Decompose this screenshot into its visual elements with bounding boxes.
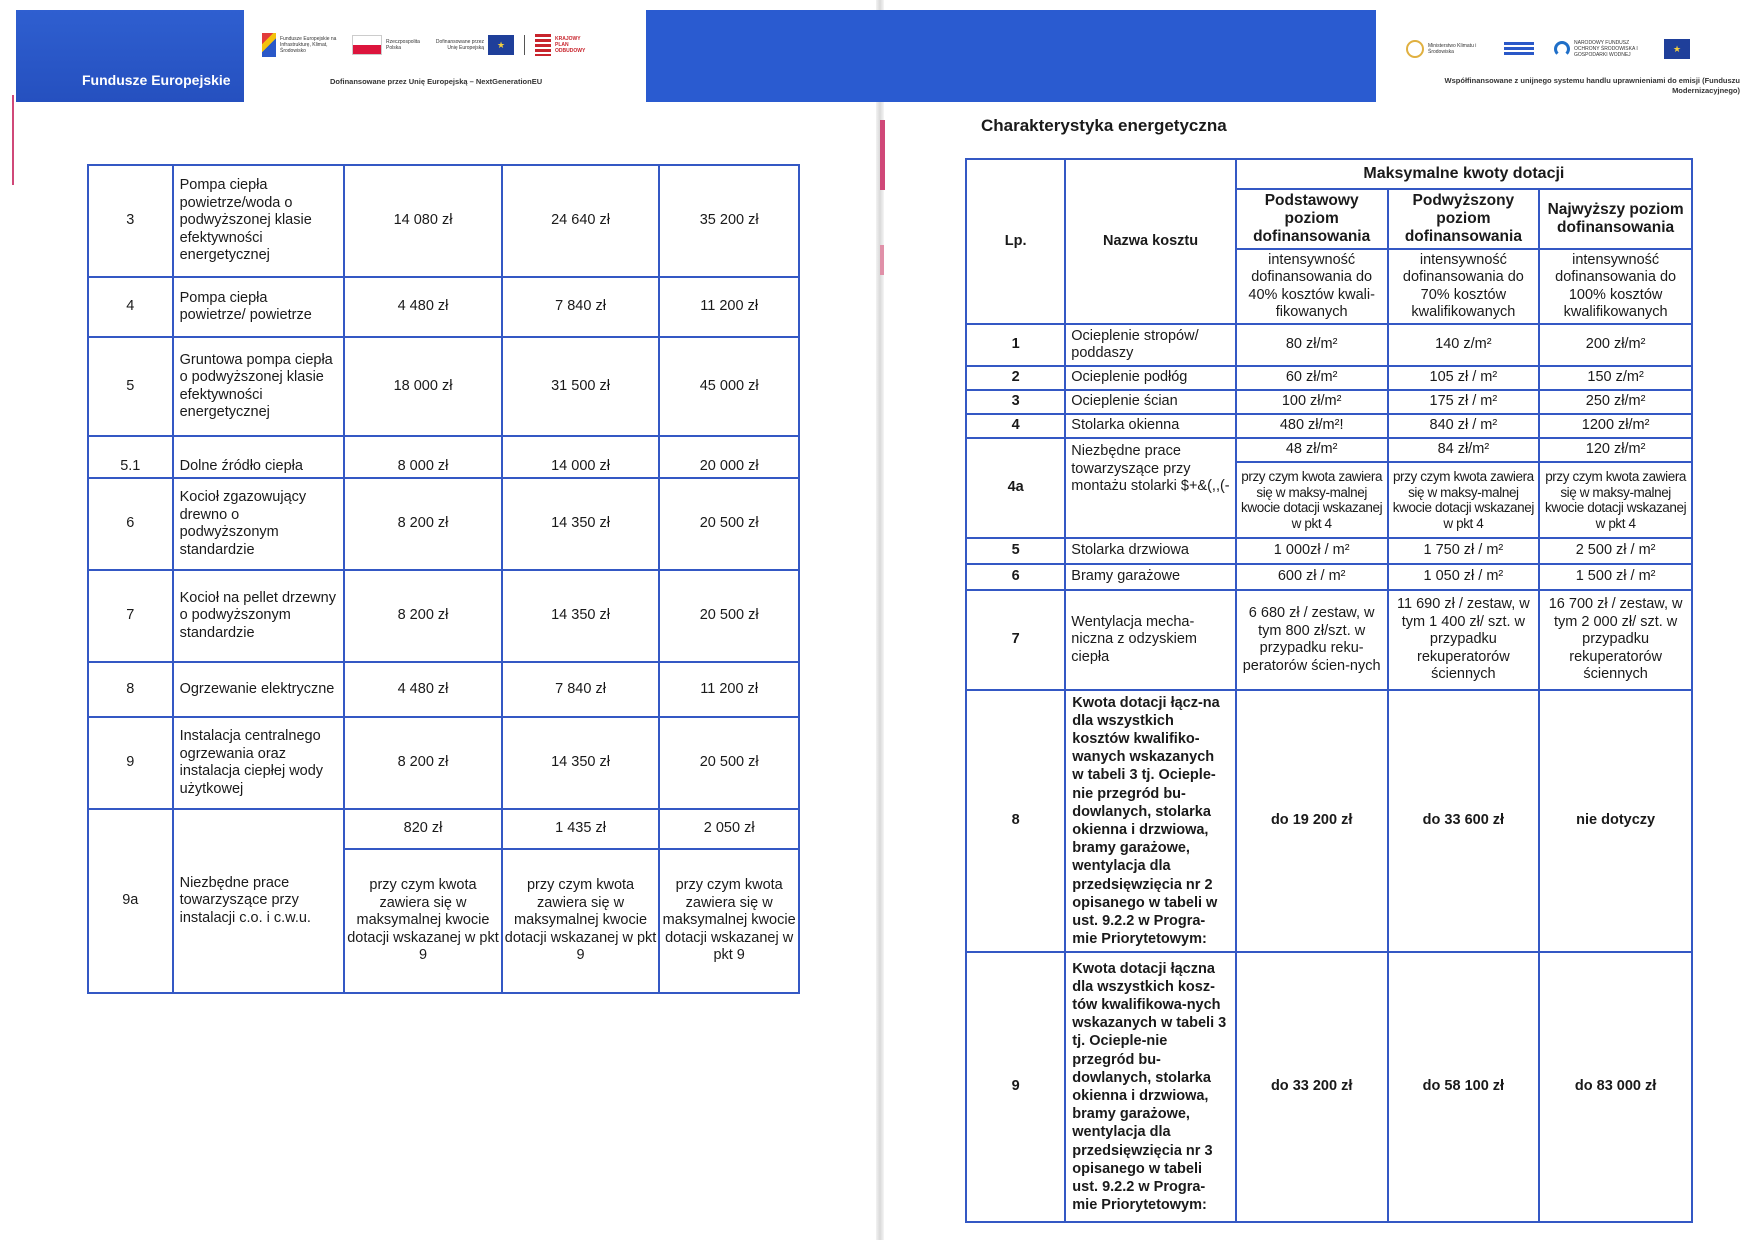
basic-note: przy czym kwota zawiera się w maksymalnej kwocie dotacji wskazanej w pkt 9	[344, 849, 502, 993]
table-row	[966, 324, 1692, 366]
raised-intensity: intensywność dofinansowania do 70% kosztów kwalifikowanych	[1388, 249, 1540, 324]
cost-name: Gruntowa pompa ciepła o podwyższonej klasie efektywności energetycznej	[173, 337, 345, 436]
raised-amount: do 33 600 zł	[1388, 690, 1540, 952]
basic-amount: 6 680 zł / zestaw, w tym 800 zł/szt. w przypadku reku-peratorów ścien-nych	[1236, 590, 1388, 690]
row-number: 3	[966, 390, 1065, 414]
row-number: 6	[966, 564, 1065, 590]
lp-header: Lp.	[966, 159, 1065, 324]
basic-intensity: intensywność dofinansowania do 40% kosztów kwali-fikowanych	[1236, 249, 1388, 324]
raised-note: przy czym kwota zawiera się w maksy-malnej kwocie dotacji wskazanej w pkt 4	[1388, 462, 1540, 538]
raised-amount: 14 350 zł	[502, 717, 660, 809]
row-number: 5.1	[88, 436, 173, 478]
row-number: 7	[88, 570, 173, 662]
table-row	[88, 662, 799, 717]
highest-amount: 11 200 zł	[659, 662, 799, 717]
table-row	[966, 564, 1692, 590]
highest-amount: 20 500 zł	[659, 570, 799, 662]
basic-amount: 100 zł/m²	[1236, 390, 1388, 414]
highest-amount: 2 050 zł	[659, 809, 799, 849]
cost-name: Bramy garażowe	[1065, 564, 1236, 590]
row-number: 4	[88, 277, 173, 337]
spine-mark	[880, 120, 885, 190]
highest-note: przy czym kwota zawiera się w maksymalnej kwocie dotacji wskazanej w pkt 9	[659, 849, 799, 993]
cost-name: Ocieplenie stropów/ poddaszy	[1065, 324, 1236, 366]
raised-amount: 140 z/m²	[1388, 324, 1540, 366]
raised-amount: 84 zł/m²	[1388, 438, 1540, 462]
kpo-logo-icon	[535, 34, 551, 56]
highest-amount: 1 500 zł / m²	[1539, 564, 1692, 590]
row-number: 1	[966, 324, 1065, 366]
raised-amount: 840 zł / m²	[1388, 414, 1540, 438]
raised-amount: 1 750 zł / m²	[1388, 538, 1540, 564]
cost-name: Ocieplenie ścian	[1065, 390, 1236, 414]
row-number: 3	[88, 165, 173, 277]
eu-flag-icon: ★	[488, 35, 514, 55]
highest-amount: 45 000 zł	[659, 337, 799, 436]
basic-amount: 80 zł/m²	[1236, 324, 1388, 366]
raised-amount: 1 435 zł	[502, 809, 660, 849]
cost-name: Stolarka drzwiowa	[1065, 538, 1236, 564]
row-number: 5	[966, 538, 1065, 564]
table-row	[966, 366, 1692, 390]
basic-amount: 600 zł / m²	[1236, 564, 1388, 590]
basic-amount: 8 200 zł	[344, 717, 502, 809]
basic-amount: 8 000 zł	[344, 436, 502, 478]
basic-amount: 8 200 zł	[344, 478, 502, 570]
raised-amount: 1 050 zł / m²	[1388, 564, 1540, 590]
highest-amount: 11 200 zł	[659, 277, 799, 337]
table-row	[966, 438, 1692, 462]
basic-amount: 4 480 zł	[344, 277, 502, 337]
basic-amount: 60 zł/m²	[1236, 366, 1388, 390]
table-row	[88, 570, 799, 662]
basic-note: przy czym kwota zawiera się w maksy-malnej kwocie dotacji wskazanej w pkt 4	[1236, 462, 1388, 538]
raised-amount: 7 840 zł	[502, 277, 660, 337]
raised-amount: 105 zł / m²	[1388, 366, 1540, 390]
nfos-logo-icon	[1554, 41, 1570, 57]
row-number: 8	[966, 690, 1065, 952]
heating-subsidy-table	[87, 164, 800, 994]
header-band-center	[646, 10, 1376, 102]
cost-name: Ocieplenie podłóg	[1065, 366, 1236, 390]
highest-level-header: Najwyższy poziom dofinansowania	[1539, 189, 1692, 249]
table-row	[88, 436, 799, 478]
highest-amount: 250 zł/m²	[1539, 390, 1692, 414]
row-number: 5	[88, 337, 173, 436]
right-logos	[1406, 36, 1736, 62]
raised-level-header: Podwyższony poziom dofinansowania	[1388, 189, 1540, 249]
funding-logos	[262, 30, 622, 60]
energy-subsidy-table	[965, 158, 1693, 1223]
ministry-logo-icon	[1406, 40, 1424, 58]
table-row	[966, 390, 1692, 414]
polish-flag-icon	[352, 35, 382, 55]
basic-level-header: Podstawowy poziom dofinansowania	[1236, 189, 1388, 249]
raised-amount: 14 000 zł	[502, 436, 660, 478]
raised-amount: 11 690 zł / zestaw, w tym 1 400 zł/ szt. w przypadku rekuperatorów ściennych	[1388, 590, 1540, 690]
eu-flag-icon: ★	[1664, 39, 1690, 59]
raised-amount: 175 zł / m²	[1388, 390, 1540, 414]
raised-amount: 14 350 zł	[502, 570, 660, 662]
basic-amount: 8 200 zł	[344, 570, 502, 662]
row-number: 4	[966, 414, 1065, 438]
spine-mark	[880, 245, 884, 275]
highest-intensity: intensywność dofinansowania do 100% kosztów kwalifikowanych	[1539, 249, 1692, 324]
basic-amount: 1 000zł / m²	[1236, 538, 1388, 564]
table-row	[88, 165, 799, 277]
raised-amount: do 58 100 zł	[1388, 952, 1540, 1222]
cost-name: Stolarka okienna	[1065, 414, 1236, 438]
highest-amount: 20 500 zł	[659, 717, 799, 809]
table-row	[966, 590, 1692, 690]
row-number: 6	[88, 478, 173, 570]
logo-fe: Fundusze Europejskie na Infrastrukturę, Klimat, Środowisko	[262, 33, 342, 57]
raised-note: przy czym kwota zawiera się w maksymalnej kwocie dotacji wskazanej w pkt 9	[502, 849, 660, 993]
row-number: 4a	[966, 438, 1065, 538]
section-title: Charakterystyka energetyczna	[981, 116, 1227, 135]
cost-name: Niezbędne prace towarzyszące przy montażu stolarki $+&(,,(-	[1065, 438, 1236, 538]
logo-nfos: NARODOWY FUNDUSZ OCHRONY ŚRODOWISKA I GOSPODARKI WODNEJ	[1554, 40, 1644, 58]
cost-name: Kocioł zgazowujący drewno o podwyższonym standardzie	[173, 478, 345, 570]
logo-kpo: KRAJOWY PLAN ODBUDOWY	[535, 34, 589, 56]
highest-amount: 150 z/m²	[1539, 366, 1692, 390]
raised-amount: 31 500 zł	[502, 337, 660, 436]
row-number: 9a	[88, 809, 173, 993]
highest-amount: 16 700 zł / zestaw, w tym 2 000 zł/ szt. w przypadku rekuperatorów ściennych	[1539, 590, 1692, 690]
basic-amount: 14 080 zł	[344, 165, 502, 277]
raised-amount: 24 640 zł	[502, 165, 660, 277]
raised-amount: 7 840 zł	[502, 662, 660, 717]
highest-amount: 2 500 zł / m²	[1539, 538, 1692, 564]
row-number: 9	[966, 952, 1065, 1222]
cost-name: Pompa ciepła powietrze/ powietrze	[173, 277, 345, 337]
highest-amount: 20 500 zł	[659, 478, 799, 570]
highest-amount: 120 zł/m²	[1539, 438, 1692, 462]
cost-name: Dolne źródło ciepła	[173, 436, 345, 478]
table-row	[966, 538, 1692, 564]
cost-name: Kwota dotacji łącz-na dla wszystkich kosztów kwalifiko-wanych wskazanych w tabeli 3 tj. Ocieple-nie przegród bu-dowlanych, stolarka okienna i drzwiowa, bramy garażowe, wentylacja dla przedsięwzięcia nr 2 opisanego w tabeli w ust. 9.2.2 w Progra-mie Priorytetowym:	[1065, 690, 1236, 952]
basic-amount: 820 zł	[344, 809, 502, 849]
basic-amount: 4 480 zł	[344, 662, 502, 717]
fe-logo-icon	[262, 33, 276, 57]
table-row	[88, 717, 799, 809]
table-row	[966, 414, 1692, 438]
basic-amount: 18 000 zł	[344, 337, 502, 436]
cost-name: Wentylacja mecha-niczna z odzyskiem ciepła	[1065, 590, 1236, 690]
table-row	[88, 478, 799, 570]
funding-note: Dofinansowane przez Unię Europejską – NextGenerationEU	[330, 77, 543, 86]
table-row	[88, 809, 799, 849]
edge-mark	[12, 95, 14, 185]
logo-separator	[524, 35, 525, 55]
logo-ministry: Ministerstwo Klimatu i Środowiska	[1406, 40, 1484, 58]
highest-amount: 1200 zł/m²	[1539, 414, 1692, 438]
highest-amount: 20 000 zł	[659, 436, 799, 478]
basic-amount: 480 zł/m²!	[1236, 414, 1388, 438]
row-number: 8	[88, 662, 173, 717]
highest-amount: 35 200 zł	[659, 165, 799, 277]
row-number: 7	[966, 590, 1065, 690]
row-number: 2	[966, 366, 1065, 390]
basic-amount: do 33 200 zł	[1236, 952, 1388, 1222]
cost-name: Niezbędne prace towarzyszące przy instalacji c.o. i c.w.u.	[173, 809, 345, 993]
cost-name: Kocioł na pellet drzewny o podwyższonym standardzie	[173, 570, 345, 662]
highest-amount: 200 zł/m²	[1539, 324, 1692, 366]
highest-note: przy czym kwota zawiera się w maksy-malnej kwocie dotacji wskazanej w pkt 4	[1539, 462, 1692, 538]
raised-amount: 14 350 zł	[502, 478, 660, 570]
basic-amount: do 19 200 zł	[1236, 690, 1388, 952]
header-band-left	[16, 10, 244, 102]
cost-name: Instalacja centralnego ogrzewania oraz instalacja ciepłej wody użytkowej	[173, 717, 345, 809]
highest-amount: do 83 000 zł	[1539, 952, 1692, 1222]
highest-amount: nie dotyczy	[1539, 690, 1692, 952]
row-number: 9	[88, 717, 173, 809]
basic-amount: 48 zł/m²	[1236, 438, 1388, 462]
header-row	[966, 159, 1692, 189]
table-row	[88, 277, 799, 337]
logo-eu: Dofinansowane przez Unię Europejską ★	[434, 35, 514, 55]
cost-name: Ogrzewanie elektryczne	[173, 662, 345, 717]
cofinancing-note: Współfinansowane z unijnego systemu handlu uprawnieniami do emisji (Funduszu Modernizacyjnego)	[1444, 76, 1740, 95]
brand-title: Fundusze Europejskie	[82, 72, 231, 88]
cost-name-header: Nazwa kosztu	[1065, 159, 1236, 324]
logo-pl: Rzeczpospolita Polska	[352, 35, 424, 55]
cost-name: Kwota dotacji łączna dla wszystkich kosz-tów kwalifikowa-nych wskazanych w tabeli 3 tj. Ocieple-nie przegród bu-dowlanych, stolarka okienna i drzwiowa, bramy garażowe, wentylacja dla przedsięwzięcia nr 3 opisanego w tabeli ust. 9.2.2 w Progra-mie Priorytetowym:	[1065, 952, 1236, 1222]
table-row	[966, 690, 1692, 952]
cost-name: Pompa ciepła powietrze/woda o podwyższonej klasie efektywności energetycznej	[173, 165, 345, 277]
table-row	[88, 337, 799, 436]
table-row	[966, 952, 1692, 1222]
max-amount-header: Maksymalne kwoty dotacji	[1236, 159, 1692, 189]
gov-logo-icon	[1504, 42, 1534, 56]
